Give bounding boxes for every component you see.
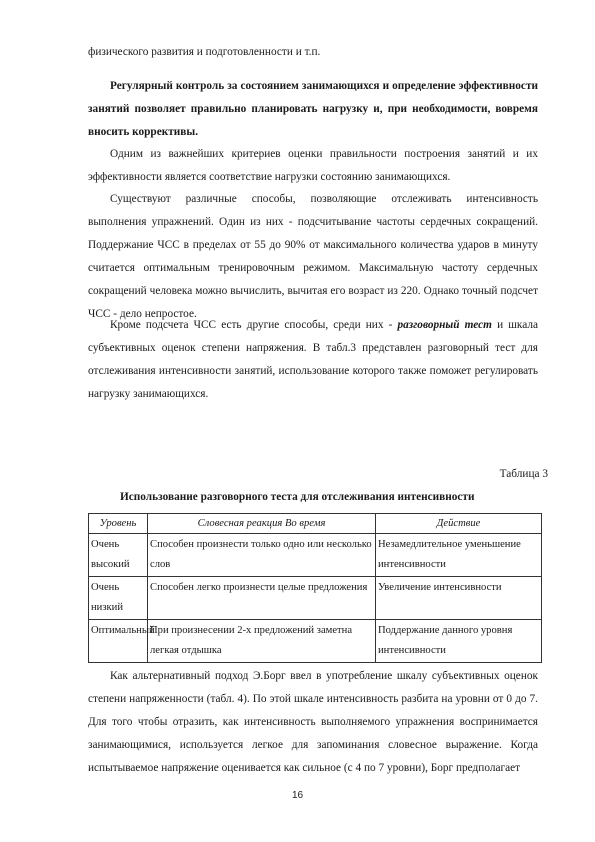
- table-number: Таблица 3: [499, 468, 548, 480]
- paragraph-borg-scale: Как альтернативный подход Э.Борг ввел в употребление шкалу субъективных оценок степени напряженности (табл. 4). По этой шкале интенсивность разбита на уровни от 0 до 7. Для того чтобы отразить, как интенсивность выполняемого упражнения воспринимается занимающимися, используется легкое для запоминания словесное выражение. Когда испытываемое напряжение оценивается как сильное (с 4 по 7 уровни), Борг предполагает: [88, 670, 538, 774]
- cell-action: Увеличение интенсивности: [376, 577, 542, 620]
- cell-action: Поддержание данного уровня интенсивности: [376, 620, 542, 663]
- cell-response: Способен произнести только одно или несколько слов: [148, 534, 376, 577]
- paragraph-criteria: Одним из важнейших критериев оценки правильности построения занятий и их эффективности является соответствие нагрузки состоянию занимающихся.: [88, 148, 538, 183]
- cell-response: Способен легко произнести целые предложения: [148, 577, 376, 620]
- header-level: Уровень: [89, 514, 148, 534]
- paragraph-regular-control: Регулярный контроль за состоянием занимающихся и определение эффективности занятий позволяет правильно планировать нагрузку и, при необходимости, вовремя вносить коррективы.: [88, 80, 538, 138]
- table-header-row: [89, 514, 542, 534]
- table-title: Использование разговорного теста для отслеживания интенсивности: [120, 491, 475, 503]
- table-row: [89, 620, 542, 663]
- header-verbal-response: Словесная реакция Во время: [148, 514, 376, 534]
- cell-level: Оптимальный: [89, 620, 148, 663]
- talk-test-text-start: Кроме подсчета ЧСС есть другие способы, среди них -: [110, 319, 398, 331]
- header-action: Действие: [376, 514, 542, 534]
- paragraph-heart-rate: Существуют различные способы, позволяющие отслеживать интенсивность выполнения упражнений. Один из них - подсчитывание частоты сердечных сокращений. Поддержание ЧСС в пределах от 55 до 90% от максимального количества ударов в минуту считается оптимальным тренировочным режимом. Максимальную частоту сердечных сокращений человека можно вычислить, вычитая его возраст из 220. Однако точный подсчет ЧСС - дело непростое.: [88, 193, 538, 320]
- cell-response: При произнесении 2-х предложений заметна легкая отдышка: [148, 620, 376, 663]
- talk-test-emphasis: разговорный тест: [397, 319, 492, 331]
- cell-level: Очень низкий: [89, 577, 148, 620]
- cell-action: Незамедлительное уменьшение интенсивности: [376, 534, 542, 577]
- talk-test-text-end: и шкала субъективных оценок степени напряжения. В табл.3 представлен разговорный тест для отслеживания интенсивности занятий, использование которого также поможет регулировать нагрузку занимающихся.: [88, 319, 539, 400]
- cell-level: Очень высокий: [89, 534, 148, 577]
- table-row: [89, 577, 542, 620]
- page-number: 16: [291, 790, 304, 801]
- table-row: [89, 534, 542, 577]
- paragraph-talk-test: [88, 314, 538, 406]
- talk-test-table: [88, 513, 542, 663]
- paragraph-continuation: физического развития и подготовленности и т.п.: [88, 46, 321, 58]
